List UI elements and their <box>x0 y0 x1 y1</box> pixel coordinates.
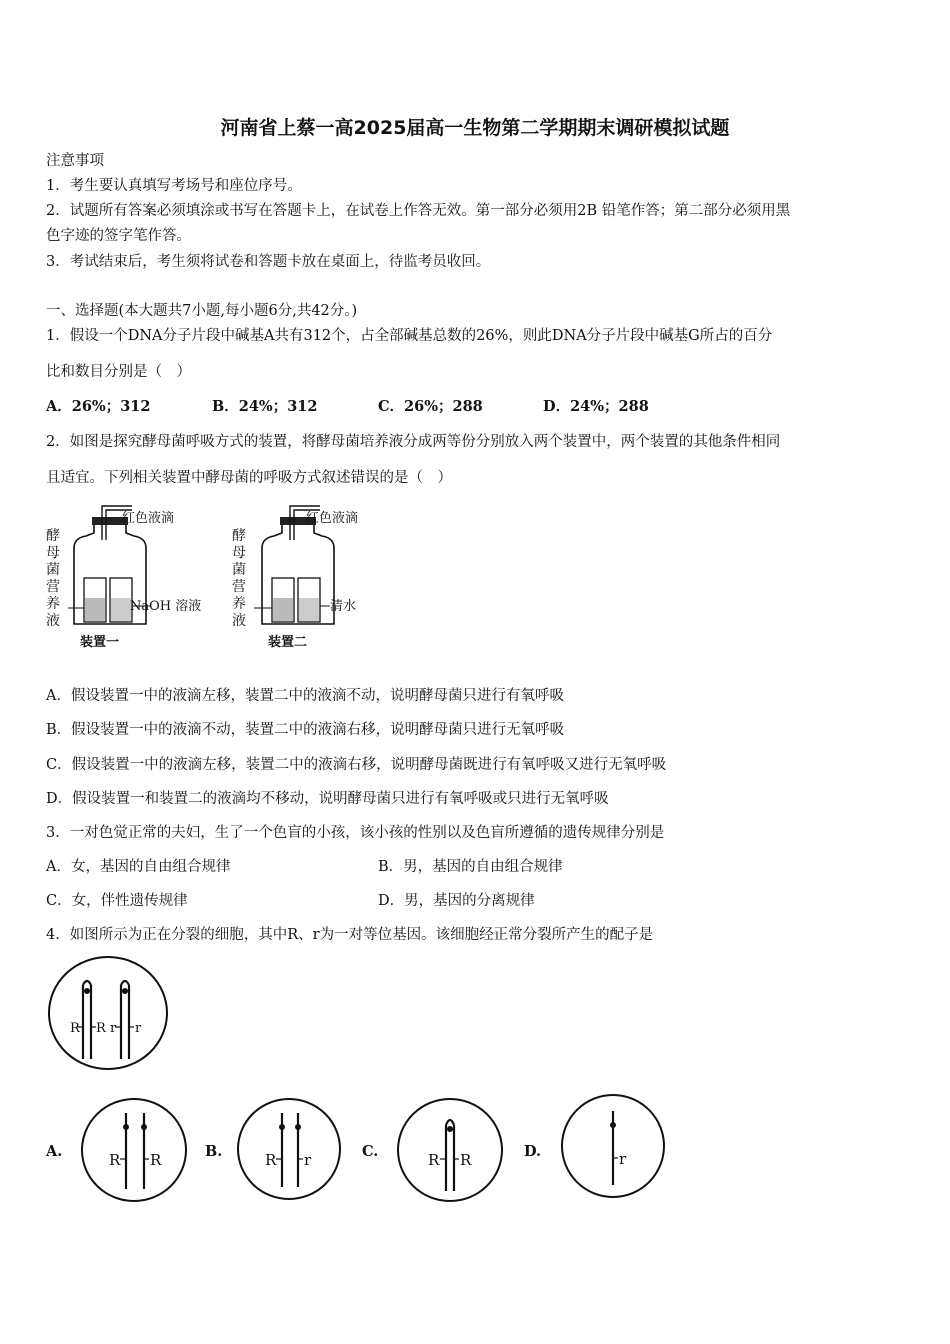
yeast-device-figure <box>40 500 380 660</box>
q3-option-d: D．男，基因的分离规律 <box>378 893 535 909</box>
optD-gene-1: r <box>619 1150 627 1168</box>
optC-gene-1: R <box>428 1151 440 1169</box>
dividing-cell-figure <box>46 955 170 1071</box>
gene-label-4: r <box>135 1021 142 1036</box>
device1-side-label-1: 酵 <box>46 528 60 544</box>
device2-side-label-4: 营 <box>232 579 246 595</box>
q2-option-a: A．假设装置一中的液滴左移，装置二中的液滴不动，说明酵母菌只进行有氧呼吸 <box>46 688 564 704</box>
q3-option-b: B．男，基因的自由组合规律 <box>378 859 563 875</box>
device1-side-label-2: 母 <box>46 545 60 561</box>
gene-label-2: R <box>96 1021 106 1036</box>
q4-option-c-cell <box>396 1097 504 1203</box>
notice-item-3: 3．考试结束后，考生须将试卷和答题卡放在桌面上，待监考员收回。 <box>46 254 491 270</box>
q1-stem-cont: 比和数目分别是（ ） <box>46 364 191 380</box>
centromere-left <box>84 988 90 994</box>
q4-option-b-cell <box>236 1097 342 1201</box>
gene-label-1: R <box>70 1021 80 1036</box>
device1-side-label-4: 营 <box>46 579 60 595</box>
q3-option-c: C．女，伴性遗传规律 <box>46 893 188 909</box>
device2-caption: 装置二 <box>268 635 308 650</box>
q1-option-d: D．24%；288 <box>543 398 649 415</box>
q2-stem-cont: 且适宜。下列相关装置中酵母菌的呼吸方式叙述错误的是（ ） <box>46 470 452 486</box>
cell-membrane <box>49 957 167 1069</box>
device1-drop-label: 红色液滴 <box>122 511 175 526</box>
device-two <box>232 506 358 650</box>
q4-option-a-label: A. <box>46 1143 63 1160</box>
device2-side-label-3: 菌 <box>232 562 246 578</box>
q2-option-b: B．假设装置一中的液滴不动，装置二中的液滴右移，说明酵母菌只进行无氧呼吸 <box>46 722 565 738</box>
q4-stem: 4．如图所示为正在分裂的细胞，其中R、r为一对等位基因。该细胞经正常分裂所产生的配子是 <box>46 927 654 943</box>
device2-side-label-1: 酵 <box>232 528 246 544</box>
device1-caption: 装置一 <box>80 635 120 650</box>
device1-side-label-3: 菌 <box>46 562 60 578</box>
device1-liquid-label: NaOH 溶液 <box>130 599 202 614</box>
device1-liquid-right <box>111 598 131 621</box>
q1-stem: 1．假设一个DNA分子片段中碱基A共有312个，占全部碱基总数的26%，则此DNA分子片段中碱基G所占的百分 <box>46 328 773 344</box>
q4-option-c-label: C. <box>362 1143 379 1160</box>
centromere-right <box>122 988 128 994</box>
notice-item-2: 2．试题所有答案必须填涂或书写在答题卡上，在试卷上作答无效。第一部分必须用2B 铅笔作答；第二部分必须用黑 <box>46 203 791 219</box>
device1-side-label-6: 液 <box>46 613 60 629</box>
q4-option-d-cell <box>560 1093 666 1199</box>
q2-option-d: D．假设装置一和装置二的液滴均不移动，说明酵母菌只进行有氧呼吸或只进行无氧呼吸 <box>46 791 609 807</box>
q1-option-c: C．26%；288 <box>378 398 483 415</box>
q4-option-b-label: B. <box>205 1143 223 1160</box>
optA-gene-1: R <box>109 1151 121 1169</box>
optB-gene-2: r <box>304 1151 312 1169</box>
gene-label-3: r <box>110 1021 117 1036</box>
q3-stem: 3．一对色觉正常的夫妇，生了一个色盲的小孩，该小孩的性别以及色盲所遵循的遗传规律分别是 <box>46 825 665 841</box>
optB-gene-1: R <box>265 1151 277 1169</box>
device2-drop-label: 红色液滴 <box>306 511 359 526</box>
device2-side-label-5: 养 <box>232 596 246 612</box>
device2-side-label-6: 液 <box>232 613 246 629</box>
notice-heading: 注意事项 <box>46 153 104 169</box>
device1-side-label-5: 养 <box>46 596 60 612</box>
device2-side-label-2: 母 <box>232 545 246 561</box>
q1-option-b: B．24%；312 <box>212 398 318 415</box>
q2-option-c: C．假设装置一中的液滴左移，装置二中的液滴右移，说明酵母菌既进行有氧呼吸又进行无氧呼吸 <box>46 757 667 773</box>
device2-liquid-right <box>299 598 319 621</box>
device-one <box>46 506 201 650</box>
device2-liquid-left <box>273 598 293 621</box>
device1-liquid-left <box>85 598 105 621</box>
q1-option-a: A．26%；312 <box>46 398 151 415</box>
q4-option-d-label: D. <box>524 1143 542 1160</box>
q4-option-a-cell <box>80 1097 188 1203</box>
page-title: 河南省上蔡一高2025届高一生物第二学期期末调研模拟试题 <box>220 117 730 139</box>
q3-option-a: A．女，基因的自由组合规律 <box>46 859 231 875</box>
optA-gene-2: R <box>150 1151 162 1169</box>
optC-gene-2: R <box>460 1151 472 1169</box>
notice-item-1: 1．考生要认真填写考场号和座位序号。 <box>46 178 302 194</box>
q2-stem: 2．如图是探究酵母菌呼吸方式的装置，将酵母菌培养液分成两等份分别放入两个装置中，两个装置的其他条件相同 <box>46 434 781 450</box>
section-heading: 一、选择题(本大题共7小题,每小题6分,共42分。) <box>46 303 358 319</box>
device2-liquid-label: 清水 <box>330 599 357 614</box>
notice-item-2-cont: 色字迹的签字笔作答。 <box>46 228 191 244</box>
